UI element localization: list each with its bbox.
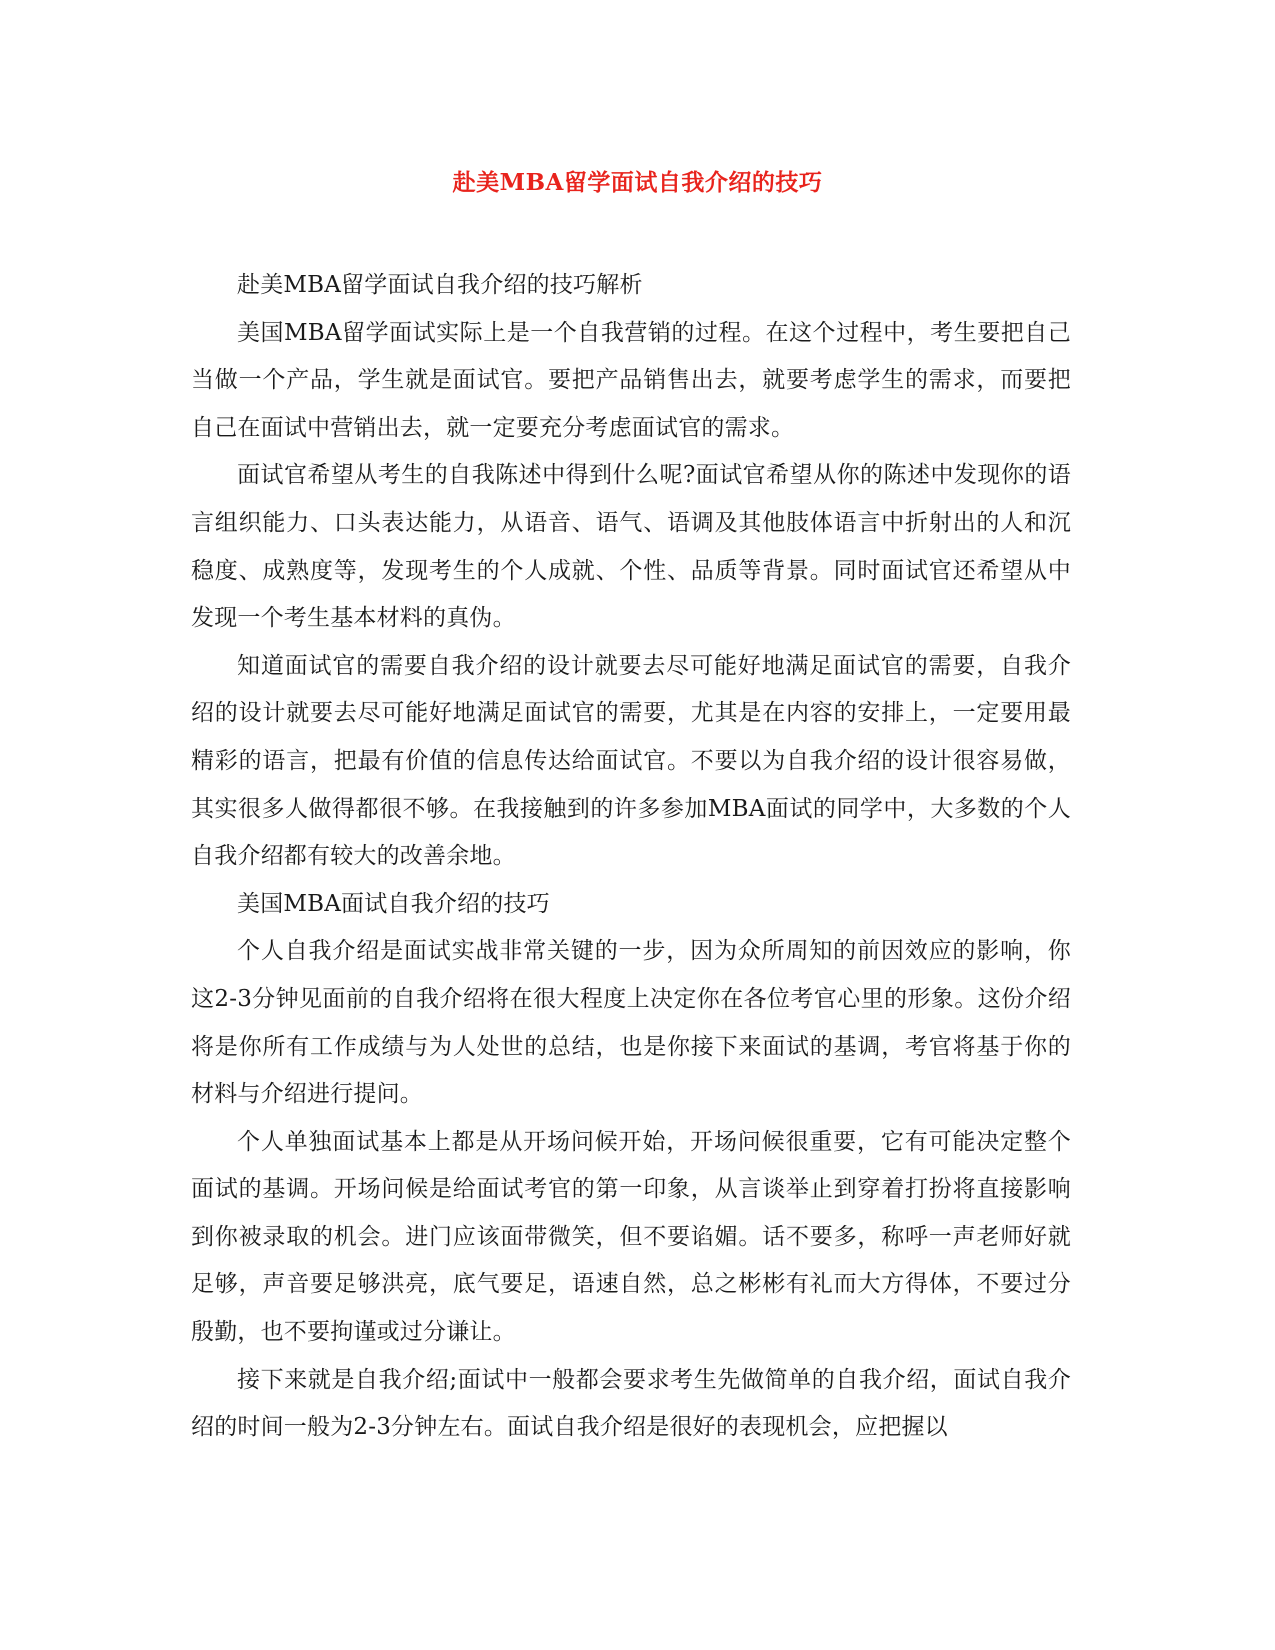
paragraph: 个人自我介绍是面试实战非常关键的一步，因为众所周知的前因效应的影响，你这2-3分钟见面前的自我介绍将在很大程度上决定你在各位考官心里的形象。这份介绍将是你所有工作成绩与为人处世的总结，也是你接下来面试的基调，考官将基于你的材料与介绍进行提问。 [191, 938, 1071, 1108]
document-body [191, 262, 1071, 1452]
paragraph: 个人单独面试基本上都是从开场问候开始，开场问候很重要，它有可能决定整个面试的基调。开场问候是给面试考官的第一印象，从言谈举止到穿着打扮将直接影响到你被录取的机会。进门应该面带微笑，但不要谄媚。话不要多，称呼一声老师好就足够，声音要足够洪亮，底气要足，语速自然，总之彬彬有礼而大方得体，不要过分殷勤，也不要拘谨或过分谦让。 [191, 1128, 1071, 1346]
paragraph: 接下来就是自我介绍;面试中一般都会要求考生先做简单的自我介绍，面试自我介绍的时间一般为2-3分钟左右。面试自我介绍是很好的表现机会，应把握以 [191, 1366, 1071, 1441]
document-title: 赴美MBA留学面试自我介绍的技巧 [452, 169, 823, 196]
paragraph-subtitle: 赴美MBA留学面试自我介绍的技巧解析 [237, 272, 643, 298]
paragraph-section-heading: 美国MBA面试自我介绍的技巧 [237, 890, 550, 917]
paragraph: 美国MBA留学面试实际上是一个自我营销的过程。在这个过程中，考生要把自己当做一个产品，学生就是面试官。要把产品销售出去，就要考虑学生的需求，而要把自己在面试中营销出去，就一定要充分考虑面试官的需求。 [191, 319, 1071, 441]
paragraph: 面试官希望从考生的自我陈述中得到什么呢?面试官希望从你的陈述中发现你的语言组织能力、口头表达能力，从语音、语气、语调及其他肢体语言中折射出的人和沉稳度、成熟度等，发现考生的个人成就、个性、品质等背景。同时面试官还希望从中发现一个考生基本材料的真伪。 [191, 462, 1071, 632]
paragraph: 知道面试官的需要自我介绍的设计就要去尽可能好地满足面试官的需要，自我介绍的设计就要去尽可能好地满足面试官的需要，尤其是在内容的安排上，一定要用最精彩的语言，把最有价值的信息传达给面试官。不要以为自我介绍的设计很容易做，其实很多人做得都很不够。在我接触到的许多参加MBA面试的同学中，大多数的个人自我介绍都有较大的改善余地。 [191, 652, 1071, 870]
